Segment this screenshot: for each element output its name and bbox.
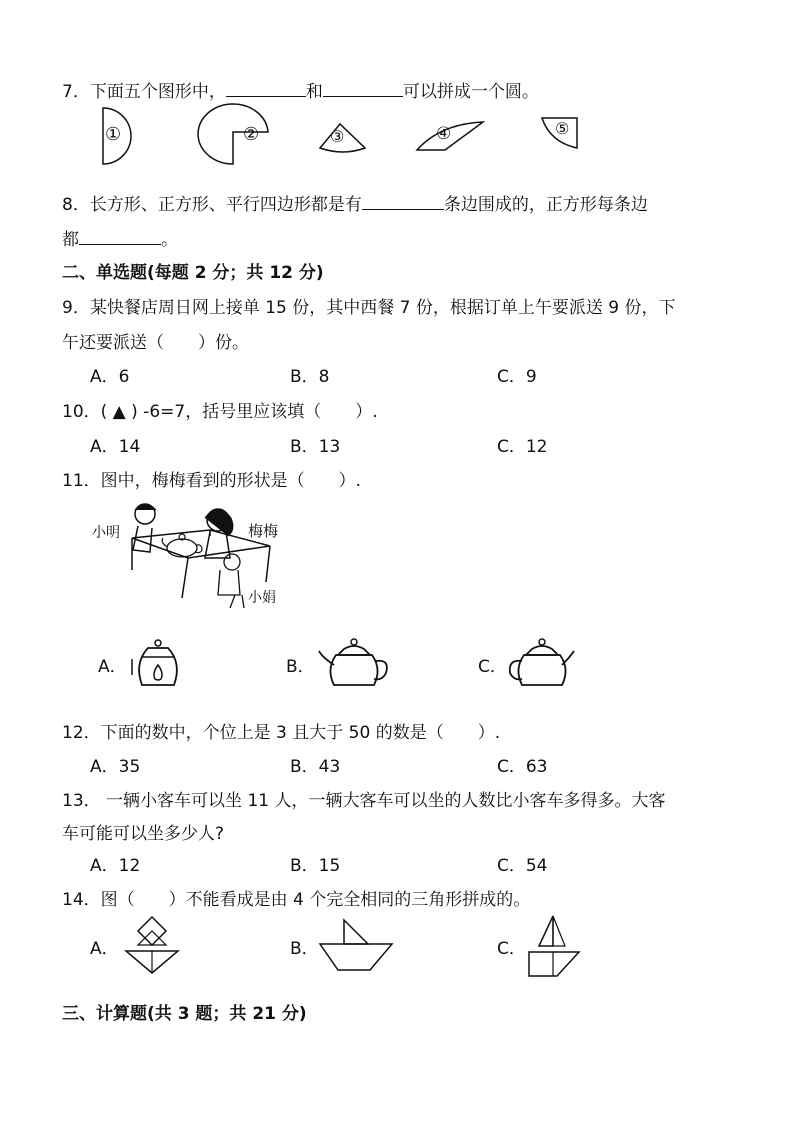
label-xiaoming: 小明 [92, 525, 120, 541]
section-3-title: 三、计算题(共 3 题；共 21 分) [62, 1004, 307, 1024]
q8-text-pre: 8．长方形、正方形、平行四边形都是有 [62, 195, 362, 215]
shape-label-3: ③ [330, 127, 345, 146]
label-meimei: 梅梅 [248, 522, 279, 540]
q7-text-pre: 7．下面五个图形中， [62, 82, 226, 102]
q9-option-a[interactable]: A．6 [90, 367, 130, 387]
q14-option-c[interactable]: C． [497, 939, 526, 959]
q12-option-a[interactable]: A．35 [90, 757, 141, 777]
q7-shapes-figure [95, 104, 595, 166]
q8-text-post: 条边围成的，正方形每条边 [443, 195, 648, 215]
q11-text: 11．图中，梅梅看到的形状是（ ）. [62, 471, 362, 491]
q11-option-a-teapot-front-icon [130, 635, 186, 693]
q12-option-c[interactable]: C．63 [497, 757, 548, 777]
q9-option-b[interactable]: B．8 [290, 367, 330, 387]
q10-option-c[interactable]: C．12 [497, 437, 548, 457]
label-xiaojuan: 小娟 [248, 590, 276, 606]
shape-label-2: ② [243, 124, 260, 145]
shape-label-4: ④ [436, 124, 452, 144]
q14-text: 14．图（ ）不能看成是由 4 个完全相同的三角形拼成的。 [62, 890, 531, 910]
q13-text-line2: 车可能可以坐多少人? [62, 824, 225, 844]
section-2-title: 二、单选题(每题 2 分；共 12 分) [62, 263, 324, 283]
q8-text-line2-pre: 都 [62, 230, 79, 250]
q11-option-a[interactable]: A． [98, 657, 127, 677]
q8-blank-1[interactable] [362, 193, 444, 210]
q7-blank-1[interactable] [226, 80, 306, 97]
q13-option-b[interactable]: B．15 [290, 856, 341, 876]
q14-option-b[interactable]: B． [290, 939, 319, 959]
q12-text: 12．下面的数中，个位上是 3 且大于 50 的数是（ ）. [62, 723, 501, 743]
question-8-line1 [62, 193, 648, 216]
q11-option-b-teapot-side-icon [316, 635, 392, 693]
q11-option-c[interactable]: C． [478, 657, 507, 677]
q13-option-a[interactable]: A．12 [90, 856, 141, 876]
shape-label-5: ⑤ [555, 119, 570, 138]
q7-blank-2[interactable] [323, 80, 403, 97]
q10-option-a[interactable]: A．14 [90, 437, 141, 457]
question-8-line2 [62, 228, 178, 251]
q8-blank-2[interactable] [79, 228, 161, 245]
q14-option-a-shape [124, 915, 182, 977]
q12-option-b[interactable]: B．43 [290, 757, 341, 777]
q10-option-b[interactable]: B．13 [290, 437, 341, 457]
q14-option-a[interactable]: A． [90, 939, 119, 959]
q9-text-line2: 午还要派送（ ）份。 [62, 333, 249, 353]
q11-option-b[interactable]: B． [286, 657, 315, 677]
q8-text-line2-post: 。 [161, 230, 178, 250]
q7-text-mid: 和 [305, 82, 323, 102]
q13-text-line1: 13． 一辆小客车可以坐 11 人，一辆大客车可以坐的人数比小客车多得多。大客 [62, 791, 666, 811]
q7-text-post: 可以拼成一个圆。 [402, 82, 539, 102]
q13-option-c[interactable]: C．54 [497, 856, 548, 876]
question-7 [62, 80, 539, 103]
q14-option-c-shape [525, 914, 583, 978]
shape-label-1: ① [105, 124, 122, 145]
q9-text-line1: 9．某快餐店周日网上接单 15 份，其中西餐 7 份，根据订单上午要派送 9 份，下 [62, 298, 676, 318]
q10-text: 10．( ▲ ) -6=7，括号里应该填（ ）. [62, 402, 378, 422]
q9-option-c[interactable]: C．9 [497, 367, 537, 387]
q14-option-b-shape [318, 918, 394, 974]
q11-option-c-teapot-side-icon [504, 635, 580, 693]
